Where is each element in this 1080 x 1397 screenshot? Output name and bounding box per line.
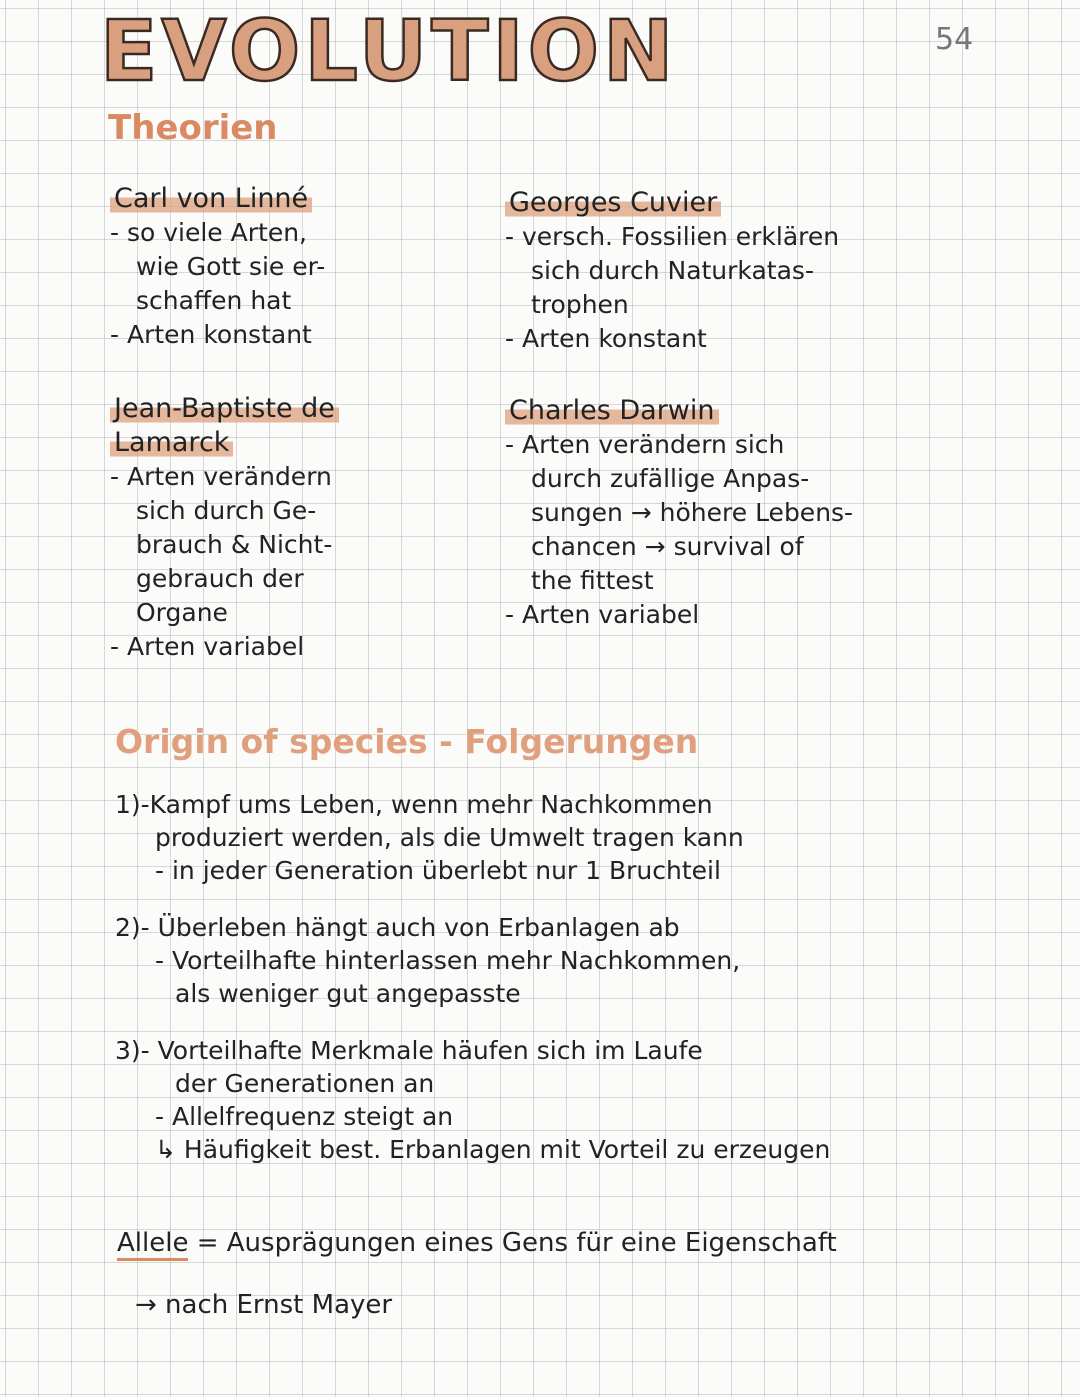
theorist-linne xyxy=(110,182,325,352)
note-line: - Arten variabel xyxy=(110,632,305,661)
list-item xyxy=(115,1034,830,1166)
note-line: brauch & Nicht- xyxy=(136,530,333,559)
section-heading-theorien: Theorien xyxy=(108,108,278,148)
theorist-lamarck xyxy=(110,392,339,664)
note-line: the fittest xyxy=(531,566,654,595)
note-line: schaffen hat xyxy=(136,286,292,315)
definition-text: = Ausprägungen eines Gens für eine Eigenschaft xyxy=(188,1228,837,1258)
note-line: als weniger gut angepasste xyxy=(175,979,521,1008)
list-item xyxy=(115,911,830,1010)
conclusions-list xyxy=(115,788,830,1190)
attribution: → nach Ernst Mayer xyxy=(135,1290,393,1320)
note-line: 3)- Vorteilhafte Merkmale häufen sich im Laufe xyxy=(115,1036,703,1065)
note-line: - so viele Arten, xyxy=(110,218,307,247)
note-line: Organe xyxy=(136,598,228,627)
theorist-name: Carl von Linné xyxy=(110,183,312,215)
theorist-name-cont: Lamarck xyxy=(110,427,233,459)
note-line: wie Gott sie er- xyxy=(136,252,326,281)
allele-definition xyxy=(117,1228,837,1258)
note-line: sungen → höhere Lebens- xyxy=(531,498,854,527)
theorist-name: Charles Darwin xyxy=(505,395,719,427)
note-line: ↳ Häufigkeit best. Erbanlagen mit Vorteil zu erzeugen xyxy=(155,1135,831,1164)
note-line: - versch. Fossilien erklären xyxy=(505,222,840,251)
note-line: - Arten konstant xyxy=(505,324,707,353)
theorist-cuvier xyxy=(505,186,839,356)
note-line: sich durch Naturkatas- xyxy=(531,256,814,285)
note-line: durch zufällige Anpas- xyxy=(531,464,810,493)
note-line: - Allelfrequenz steigt an xyxy=(155,1102,454,1131)
definition-term: Allele xyxy=(117,1228,188,1261)
theorist-name: Georges Cuvier xyxy=(505,187,721,219)
note-line: 1)-Kampf ums Leben, wenn mehr Nachkommen xyxy=(115,790,713,819)
note-line: 2)- Überleben hängt auch von Erbanlagen ab xyxy=(115,913,680,942)
note-line: - Arten variabel xyxy=(505,600,700,629)
section-heading-origin-of-species: Origin of species - Folgerungen xyxy=(115,722,699,761)
note-line: produziert werden, als die Umwelt tragen kann xyxy=(155,823,744,852)
page-title: EVOLUTION xyxy=(100,2,678,100)
note-line: der Generationen an xyxy=(175,1069,435,1098)
note-line: gebrauch der xyxy=(136,564,304,593)
note-line: - Vorteilhafte hinterlassen mehr Nachkommen, xyxy=(155,946,741,975)
list-item xyxy=(115,788,830,887)
page-number: 54 xyxy=(935,22,974,57)
theorist-name: Jean-Baptiste de xyxy=(110,393,339,425)
note-line: - Arten verändern sich xyxy=(505,430,785,459)
theorist-darwin xyxy=(505,394,853,632)
note-line: chancen → survival of xyxy=(531,532,804,561)
note-line: - Arten konstant xyxy=(110,320,312,349)
note-line: - in jeder Generation überlebt nur 1 Bruchteil xyxy=(155,856,721,885)
note-line: - Arten verändern xyxy=(110,462,332,491)
note-line: trophen xyxy=(531,290,629,319)
note-line: sich durch Ge- xyxy=(136,496,317,525)
